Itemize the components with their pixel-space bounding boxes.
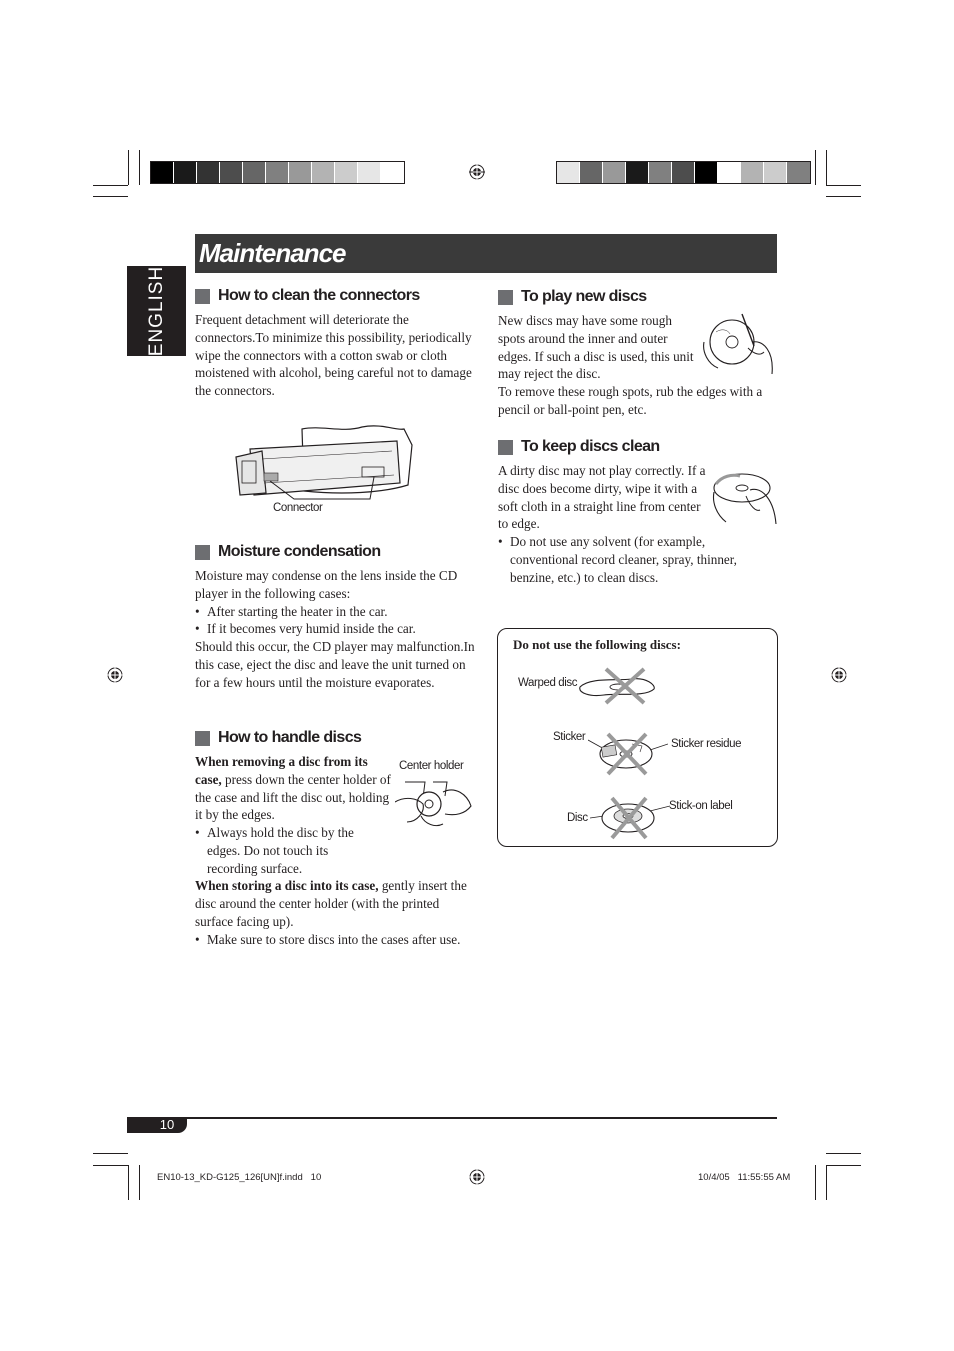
crop-mark: [826, 1153, 861, 1154]
crop-mark: [93, 1153, 128, 1154]
registration-mark-icon: [831, 667, 847, 683]
clean-discs-text: A dirty disc may not play correctly. If a disc does become dirty, wipe it with a soft cloth in a straight line from center to edge.: [498, 463, 706, 532]
list-item: • After starting the heater in the car.: [195, 603, 477, 621]
moisture-text: Moisture may condense on the lens inside the CD player in the following cases: • After starting the heater in the car. • If it becomes very humid inside the car. Should this occur, the CD player may malfunction.In this case, eject the disc and leave the unit turned on for a few hours until the moisture evaporates.: [195, 567, 477, 692]
page-title: Maintenance: [199, 238, 346, 268]
clean-discs-bullet: [498, 533, 773, 586]
box-title: Do not use the following discs:: [513, 637, 681, 652]
language-tab: [127, 266, 186, 356]
color-swatch: [266, 162, 289, 183]
stick-on-label: Stick-on label: [669, 800, 733, 812]
page-number: 10: [127, 1117, 187, 1133]
color-swatch: [718, 162, 741, 183]
list-item: • Always hold the disc by the edges. Do not touch its recording surface.: [195, 824, 475, 877]
crop-mark: [826, 185, 861, 186]
heading-square: [498, 440, 513, 455]
crop-mark: [139, 1165, 140, 1200]
warped-disc-icon: [576, 663, 660, 707]
new-discs-text-1: New discs may have some rough spots around the inner and outer edges. If such a disc is used, this unit may reject the disc.: [498, 313, 694, 382]
heading-square: [195, 289, 210, 304]
color-swatch: [243, 162, 266, 183]
heading-moisture: Moisture condensation: [195, 543, 381, 561]
crop-mark: [128, 1165, 129, 1200]
color-swatch: [672, 162, 695, 183]
color-swatch: [358, 162, 381, 183]
footer-rule: [127, 1117, 777, 1119]
crop-mark: [826, 150, 827, 185]
heading-handle: How to handle discs: [195, 729, 361, 747]
list-item: • Make sure to store discs into the cases after use.: [195, 931, 475, 949]
color-bar-left: [150, 161, 405, 184]
slug-file: EN10-13_KD-G125_126[UN]f.indd 10: [157, 1172, 322, 1183]
heading-connectors: How to clean the connectors: [195, 287, 420, 305]
heading-square: [498, 290, 513, 305]
color-bar-right: [556, 161, 811, 184]
stick-on-disc-icon: [590, 794, 670, 840]
heading-new-discs: To play new discs: [498, 288, 647, 306]
color-swatch: [381, 162, 404, 183]
heading-square: [195, 545, 210, 560]
sticker-disc-icon: [588, 728, 668, 776]
color-swatch: [580, 162, 603, 183]
color-swatch: [787, 162, 810, 183]
color-swatch: [289, 162, 312, 183]
registration-mark-icon: [469, 1169, 485, 1185]
color-swatch: [174, 162, 197, 183]
crop-mark: [826, 1165, 827, 1200]
color-swatch: [741, 162, 764, 183]
color-swatch: [151, 162, 174, 183]
handle-text-1: When removing a disc from its case, press down the center holder of the case and lift the disc out, holding it by the edges.: [195, 754, 391, 823]
list-item: • Do not use any solvent (for example, conventional record cleaner, spray, thinner, benzine, etc.) to clean discs.: [498, 533, 773, 586]
crop-mark: [128, 150, 129, 185]
color-swatch: [764, 162, 787, 183]
wipe-disc-illustration: [710, 466, 780, 528]
heading-clean-discs: To keep discs clean: [498, 438, 660, 456]
registration-mark-icon: [107, 667, 123, 683]
language-label: ENGLISH: [145, 265, 167, 357]
crop-mark: [93, 1165, 128, 1166]
color-swatch: [695, 162, 718, 183]
color-swatch: [312, 162, 335, 183]
center-holder-illustration: [395, 776, 473, 830]
crop-mark: [139, 150, 140, 185]
crop-mark: [815, 1165, 816, 1200]
crop-mark: [93, 196, 128, 197]
center-holder-caption: Center holder: [399, 760, 464, 772]
color-swatch: [220, 162, 243, 183]
color-swatch: [626, 162, 649, 183]
crop-mark: [826, 196, 861, 197]
disc-label: Disc: [567, 812, 588, 824]
color-swatch: [603, 162, 626, 183]
color-swatch: [197, 162, 220, 183]
slug-date: 10/4/05 11:55:55 AM: [698, 1172, 791, 1183]
title-bar: [195, 234, 777, 273]
handle-text-2: • Always hold the disc by the edges. Do not touch its recording surface. When storing a disc into its case, gently insert the disc around the center holder (with the printed surface facing up). • Make sure to store discs into the cases after use.: [195, 824, 475, 949]
connectors-text: Frequent detachment will deteriorate the connectors.To minimize this possibility, periodically wipe the connectors with a cotton swab or cloth moistened with alcohol, being careful not to damage the connectors.: [195, 312, 472, 399]
crop-mark: [826, 1165, 861, 1166]
crop-mark: [815, 150, 816, 185]
rub-disc-illustration: [702, 312, 777, 377]
color-swatch: [649, 162, 672, 183]
heading-square: [195, 731, 210, 746]
connector-illustration: [232, 423, 414, 503]
warped-disc-label: Warped disc: [518, 677, 578, 689]
sticker-residue-label: Sticker residue: [671, 738, 742, 750]
color-swatch: [557, 162, 580, 183]
crop-mark: [93, 185, 128, 186]
registration-mark-icon: [469, 164, 485, 180]
sticker-label: Sticker: [553, 731, 586, 743]
color-swatch: [335, 162, 358, 183]
new-discs-text-2: To remove these rough spots, rub the edges with a pencil or ball-point pen, etc.: [498, 384, 763, 417]
connector-caption: Connector: [273, 502, 323, 514]
list-item: • If it becomes very humid inside the car.: [195, 620, 477, 638]
